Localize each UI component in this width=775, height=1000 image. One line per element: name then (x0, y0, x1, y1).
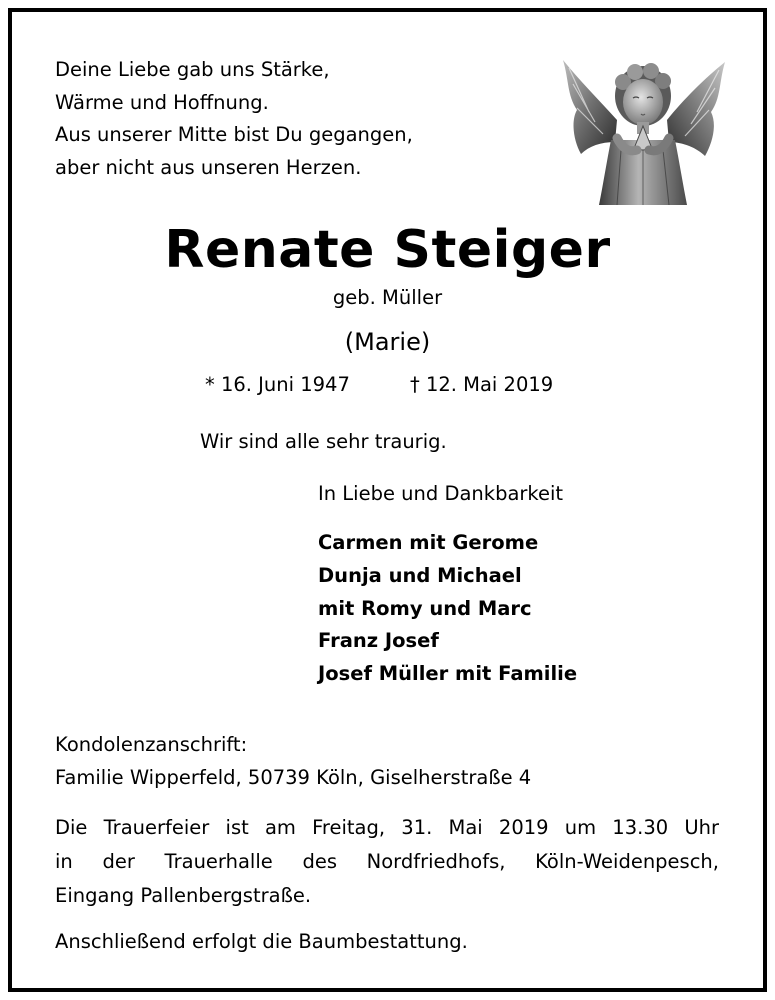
signers-list (318, 527, 577, 691)
poem-line: Deine Liebe gab uns Stärke, (55, 58, 330, 81)
statement: Wir sind alle sehr traurig. (200, 430, 447, 453)
signer: Carmen mit Gerome (318, 531, 539, 554)
birth-name: geb. Müller (332, 286, 443, 309)
funeral-line: Die Trauerfeier ist am Freitag, 31. Mai 2019 um 13.30 Uhr (55, 816, 719, 839)
poem-line: Aus unserer Mitte bist Du gegangen, (55, 123, 413, 146)
signer: Josef Müller mit Familie (318, 662, 578, 686)
signer: Franz Josef (318, 629, 439, 653)
funeral-line: in der Trauerhalle des Nordfriedhofs, Köln-Weidenpesch, (55, 850, 719, 873)
burial-note: Anschließend erfolgt die Baumbestattung. (55, 930, 468, 953)
signer: mit Romy und Marc (318, 596, 532, 620)
nickname: (Marie) (344, 328, 431, 356)
condolence-label: Kondolenzanschrift: (55, 733, 248, 756)
condolence-address: Familie Wipperfeld, 50739 Köln, Giselherstraße 4 (55, 766, 532, 789)
deceased-name: Renate Steiger (164, 220, 611, 280)
poem-line: Wärme und Hoffnung. (55, 90, 269, 114)
death-date: † 12. Mai 2019 (410, 373, 554, 396)
obituary-notice (8, 8, 767, 992)
birth-date: * 16. Juni 1947 (205, 373, 350, 396)
funeral-details (55, 811, 719, 913)
praying-angel-icon (559, 50, 727, 205)
funeral-line: Eingang Pallenbergstraße. (55, 884, 312, 907)
memorial-poem (55, 54, 413, 184)
poem-line: aber nicht aus unseren Herzen. (55, 155, 362, 179)
signer: Dunja und Michael (318, 563, 522, 587)
closing-phrase: In Liebe und Dankbarkeit (318, 482, 564, 505)
